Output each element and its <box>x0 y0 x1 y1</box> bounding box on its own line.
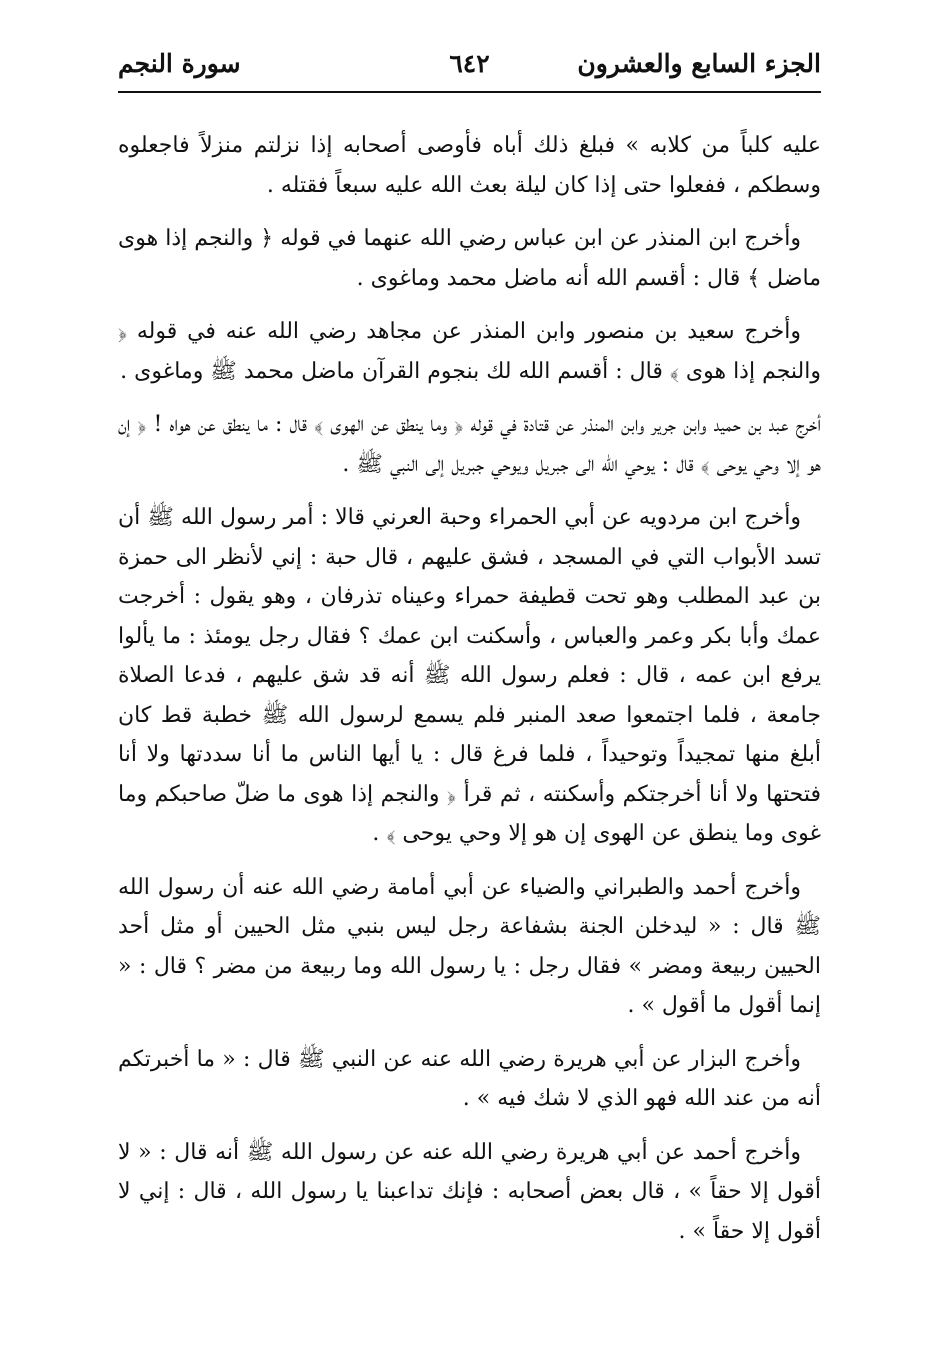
paragraph: وأخرج ابن مردويه عن أبي الحمراء وحبة العرني قالا : أمر رسول الله ﷺ أن تسد الأبواب التي في المسجد ، فشق عليهم ، قال حبة : إني لأنظر الى حمزة بن عبد المطلب وهو تحت قطيفة حمراء وعيناه تذرفان ، وهو يقول : أخرجت عمك وأبا بكر وعمر والعباس ، وأسكنت ابن عمك ؟ فقال رجل يومئذ : ما يألوا يرفع ابن عمه ، قال : فعلم رسول الله ﷺ أنه قد شق عليهم ، فدعا الصلاة جامعة ، فلما اجتمعوا صعد المنبر فلم يسمع لرسول الله ﷺ خطبة قط كان أبلغ منها تمجيداً وتوحيداً ، فلما فرغ قال : يا أيها الناس ما أنا سددتها ولا أنا فتحتها ولا أنا أخرجتكم وأسكنته ، ثم قرأ ﴿ والنجم إذا هوى ما ضلّ صاحبكم وما غوى وما ينطق عن الهوى إن هو إلا وحي يوحى ﴾ . <box>118 505 821 846</box>
surah-label: سورة النجم <box>118 49 241 78</box>
page-body <box>118 126 821 1265</box>
part-label: الجزء السابع والعشرون <box>577 49 821 78</box>
page-header <box>118 44 821 92</box>
paragraph: وأخرج البزار عن أبي هريرة رضي الله عنه عن النبي ﷺ قال : « ما أخبرتكم أنه من عند الله فهو الذي لا شك فيه » . <box>118 1046 821 1111</box>
paragraph: وأخرج سعيد بن منصور وابن المنذر عن مجاهد رضي الله عنه في قوله ﴿ والنجم إذا هوى ﴾ قال : أقسم الله لك بنجوم القرآن ماضل محمد ﷺ وماغوى . <box>118 319 821 384</box>
paragraph: وأخرج أحمد والطبراني والضياء عن أبي أمامة رضي الله عنه أن رسول الله ﷺ قال : « ليدخلن الجنة بشفاعة رجل ليس بنبي مثل الحيين أو مثل أحد الحيين ربيعة ومضر » فقال رجل : يا رسول الله وما ربيعة من مضر ؟ قال : « إنما أقول ما أقول » . <box>118 874 821 1018</box>
paragraph: وأخرج أحمد عن أبي هريرة رضي الله عنه عن رسول الله ﷺ أنه قال : « لا أقول إلا حقاً » ، قال بعض أصحابه : فإنك تداعبنا يا رسول الله ، قال : إني لا أقول إلا حقاً » . <box>118 1139 821 1244</box>
paragraph: أخرج عبد بن حميد وابن جرير وابن المنذر عن قتادة في قوله ﴿ وما ينطق عن الهوى ﴾ قال : ما ينطق عن هواه ! ﴿ إن هو إلا وحي يوحى ﴾ قال : يوحي الله الى جبريل ويوحي جبريل إلى النبي ﷺ . <box>118 412 821 477</box>
paragraph: وأخرج ابن المنذر عن ابن عباس رضي الله عنهما في قوله ﴿ والنجم إذا هوى ماضل ﴾ قال : أقسم الله أنه ماضل محمد وماغوى . <box>118 226 821 291</box>
page-number: ٦٤٢ <box>449 49 490 78</box>
header-divider <box>118 91 821 93</box>
paragraph: عليه كلباً من كلابه » فبلغ ذلك أباه فأوصى أصحابه إذا نزلتم منزلاً فاجعلوه وسطكم ، ففعلوا حتى إذا كان ليلة بعث الله عليه سبعاً فقتله . <box>118 133 821 198</box>
